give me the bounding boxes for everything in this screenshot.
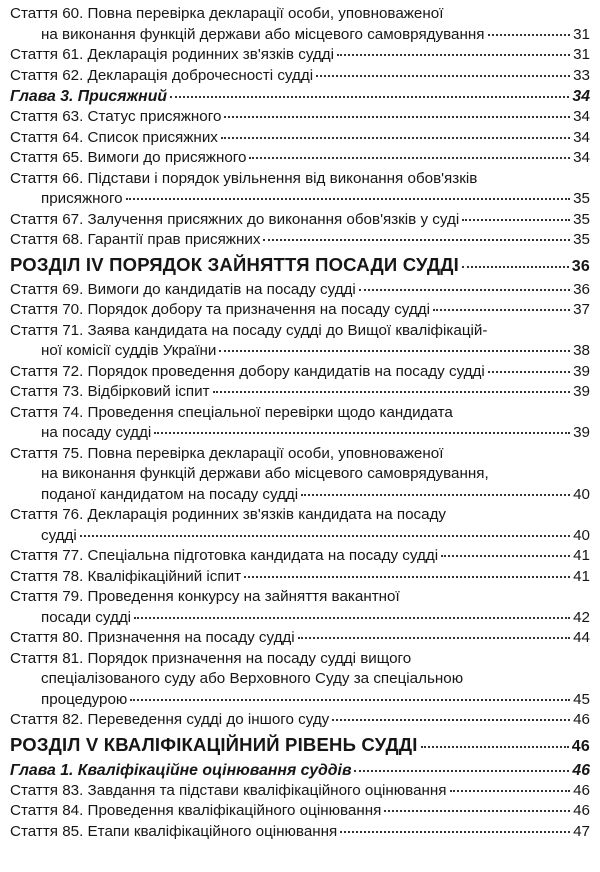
toc-entry [10,300,590,321]
toc-entry [10,567,590,588]
toc-entry [10,169,590,210]
toc-entry-line [10,280,590,301]
dot-leader [126,198,570,200]
toc-entry [10,403,590,444]
dot-leader [354,770,569,772]
toc-entry-title: Стаття 62. Декларація доброчесності судді [10,66,314,84]
page-number: 40 [573,526,590,544]
toc-entry-line [10,649,590,670]
toc-entry-line [10,169,590,190]
page-number: 34 [573,128,590,146]
dot-leader [488,371,570,373]
toc-entry-line [10,403,590,424]
toc-entry [10,107,590,128]
toc-entry-line [10,251,590,280]
toc-entry-title: Стаття 85. Етапи кваліфікаційного оцінювання [10,822,338,840]
toc-entry-title: Стаття 72. Порядок проведення добору кандидатів на посаду судді [10,362,485,380]
toc-entry-line [10,86,590,107]
toc-entry-line [10,25,590,46]
toc-entry-title: Глава 1. Кваліфікаційне оцінювання суддів [10,761,352,779]
toc-entry-line [10,628,590,649]
dot-leader [441,555,570,557]
toc-entry-title: ної комісії суддів України [41,342,217,359]
toc-entry-title: спеціалізованого суду або Верховного Суду за спеціальною [41,670,464,687]
toc-entry-line [10,230,590,251]
toc-entry-title: Стаття 71. Заява кандидата на посаду судді до Вищої кваліфікацій- [10,321,488,339]
dot-leader [219,350,570,352]
toc-entry [10,628,590,649]
page-number: 39 [573,424,590,441]
toc-entry-line [10,210,590,231]
toc-entry [10,822,590,843]
toc-entry-title: процедурою [41,690,128,708]
dot-leader [154,432,570,434]
toc-entry [10,321,590,362]
toc-entry [10,210,590,231]
page-number: 46 [573,802,590,819]
toc-entry-title: судді [41,526,77,544]
page-number: 31 [573,25,590,43]
dot-leader [244,576,570,578]
toc-entry-line [10,822,590,843]
page-number: 45 [573,690,590,708]
toc-entry-title: Стаття 77. Спеціальна підготовка кандидата на посаду судді [10,547,439,564]
toc-entry-title: Стаття 74. Проведення спеціальної перевірки щодо кандидата [10,403,453,421]
toc-entry-title: Стаття 75. Повна перевірка декларації особи, уповноваженої [10,444,444,462]
toc-entry-line [10,567,590,588]
toc-entry-line [10,608,590,629]
page-number: 36 [573,280,590,298]
dot-leader [462,219,570,221]
section-heading [10,731,590,760]
toc-entry-title: Стаття 64. Список присяжних [10,128,218,146]
page-number: 41 [573,547,590,564]
toc-entry-title: Стаття 84. Проведення кваліфікаційного оцінювання [10,802,382,819]
page-number: 37 [573,301,590,318]
toc-entry-line [10,128,590,149]
toc-entry-title: РОЗДІЛ V КВАЛІФІКАЦІЙНИЙ РІВЕНЬ СУДДІ [10,733,418,755]
toc-entry-line [10,690,590,711]
toc-entry-title: Стаття 61. Декларація родинних зв'язків судді [10,46,335,63]
section-heading [10,251,590,280]
dot-leader [224,116,570,118]
dot-leader [384,810,570,812]
toc-entry-line [10,464,590,485]
chapter-heading [10,86,590,107]
page-number: 35 [573,190,590,207]
toc-entry-line [10,444,590,465]
toc-entry-title: Стаття 79. Проведення конкурсу на зайняття вакантної [10,588,400,605]
toc-entry-line [10,45,590,66]
page-number: 35 [573,231,590,248]
dot-leader [301,494,570,496]
toc-entry-line [10,66,590,87]
toc-entry-line [10,321,590,342]
toc-entry-title: Стаття 65. Вимоги до присяжного [10,149,247,166]
page-number: 31 [573,46,590,63]
toc-entry-line [10,148,590,169]
dot-leader [170,96,569,98]
toc-entry [10,546,590,567]
toc-entry-title: Стаття 78. Кваліфікаційний іспит [10,567,242,585]
toc-entry-line [10,587,590,608]
dot-leader [298,637,570,639]
dot-leader [462,266,569,268]
toc-entry [10,587,590,628]
toc-entry [10,382,590,403]
toc-entry-line [10,505,590,526]
toc-entry [10,801,590,822]
toc-entry-line [10,300,590,321]
dot-leader [213,391,571,393]
toc-entry-line [10,731,590,760]
page-number: 46 [573,781,590,799]
toc-entry-title: на виконання функцій держави або місцевого самоврядування, [41,465,489,482]
toc-entry [10,128,590,149]
toc-entry [10,66,590,87]
toc-entry-line [10,669,590,690]
toc-entry-title: Стаття 66. Підстави і порядок увільнення від виконання обов'язків [10,169,478,187]
page-number: 38 [573,342,590,359]
page-number: 44 [573,629,590,646]
dot-leader [421,746,569,748]
page-number: 34 [573,108,590,125]
toc-entry-line [10,546,590,567]
toc-entry-title: Стаття 68. Гарантії прав присяжних [10,231,261,248]
toc-entry-title: Стаття 80. Призначення на посаду судді [10,629,295,646]
toc-entry-title: Стаття 82. Переведення судді до іншого суду [10,711,330,728]
page-number: 46 [573,711,590,728]
toc-entry-line [10,189,590,210]
toc-entry-title: Стаття 76. Декларація родинних зв'язків кандидата на посаду [10,506,447,523]
toc-entry-line [10,801,590,822]
chapter-heading [10,760,590,781]
page-number: 39 [573,383,590,400]
dot-leader [263,239,570,241]
toc-entry-title: Стаття 60. Повна перевірка декларації особи, уповноваженої [10,5,444,22]
toc-entry-title: Стаття 69. Вимоги до кандидатів на посаду судді [10,280,356,298]
dot-leader [134,617,570,619]
page-number: 34 [573,149,590,166]
page-number: 40 [573,485,590,503]
toc-entry-title: Стаття 83. Завдання та підстави кваліфікаційного оцінювання [10,781,447,799]
toc-entry-title: поданої кандидатом на посаду судді [41,485,299,503]
toc-entry [10,4,590,45]
toc-entry [10,505,590,546]
toc-entry-line [10,526,590,547]
dot-leader [450,790,571,792]
toc-entry [10,710,590,731]
toc-entry-title: РОЗДІЛ IV ПОРЯДОК ЗАЙНЯТТЯ ПОСАДИ СУДДІ [10,253,459,275]
toc-entry-title: Стаття 81. Порядок призначення на посаду судді вищого [10,649,412,667]
toc-entry-line [10,760,590,781]
toc-entry-title: Глава 3. Присяжний [10,88,167,105]
dot-leader [488,34,571,36]
page-number: 47 [573,822,590,840]
page-number: 33 [573,66,590,84]
page-number: 35 [573,210,590,228]
toc-entry-line [10,107,590,128]
toc-entry [10,230,590,251]
toc-entry-title: Стаття 70. Порядок добору та призначення на посаду судді [10,301,430,318]
toc-entry-title: посади судді [41,608,132,626]
dot-leader [221,137,570,139]
toc-entry [10,45,590,66]
toc-entry-title: Стаття 73. Відбірковий іспит [10,383,210,400]
dot-leader [337,54,570,56]
dot-leader [316,75,570,77]
page-number: 36 [571,257,590,275]
toc-entry-line [10,423,590,444]
toc-entry-line [10,382,590,403]
toc-entry-title: присяжного [41,190,123,207]
dot-leader [130,699,570,701]
toc-entry-line [10,781,590,802]
page-number: 34 [572,88,590,105]
toc-entry [10,781,590,802]
dot-leader [332,719,570,721]
toc-entry [10,362,590,383]
toc-entry [10,280,590,301]
toc-entry [10,148,590,169]
dot-leader [249,157,570,159]
toc-entry-line [10,4,590,25]
toc-entry-title: на посаду судді [41,424,152,441]
dot-leader [359,289,570,291]
toc-entry-title: на виконання функцій держави або місцевого самоврядування [41,25,485,43]
dot-leader [80,535,570,537]
toc-entry-line [10,485,590,506]
dot-leader [340,831,570,833]
toc-entry-title: Стаття 63. Статус присяжного [10,108,222,125]
toc-entry [10,444,590,506]
toc-entry-title: Стаття 67. Залучення присяжних до виконання обов'язків у суді [10,210,460,228]
page-number: 46 [572,761,590,779]
toc-entry-line [10,362,590,383]
dot-leader [433,309,570,311]
page-number: 46 [571,737,590,755]
page-number: 42 [573,608,590,626]
toc-entry-line [10,710,590,731]
toc-entry [10,649,590,711]
toc-entry-line [10,341,590,362]
page-number: 41 [573,567,590,585]
page-number: 39 [573,362,590,380]
